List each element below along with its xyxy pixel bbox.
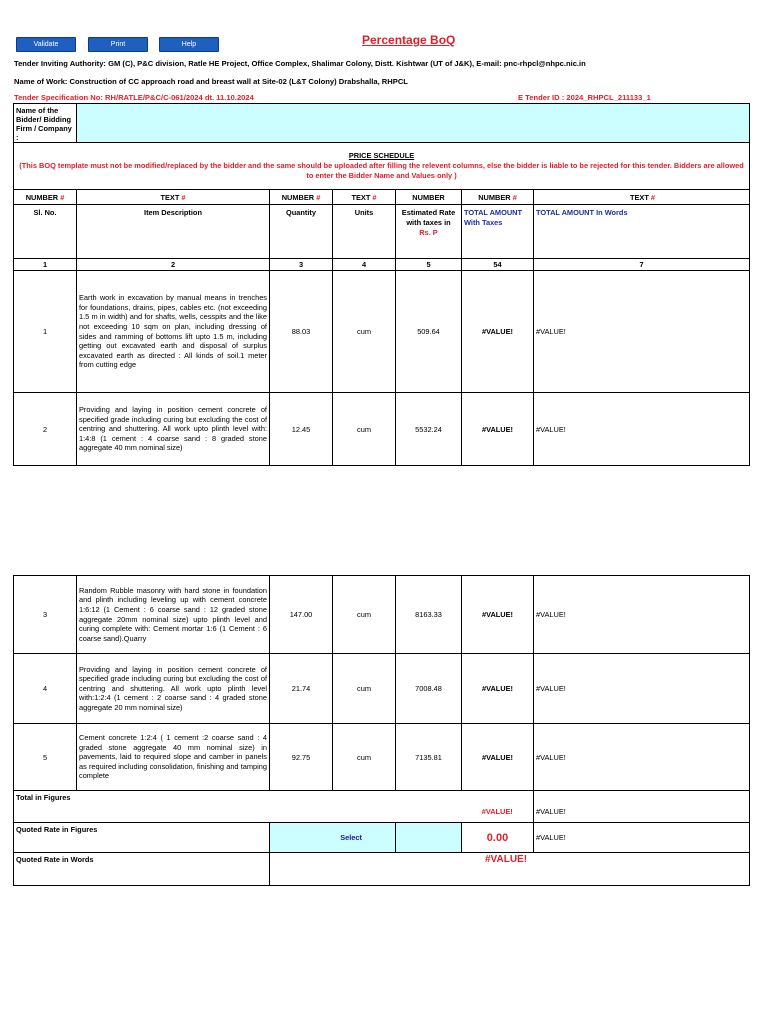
col-number: 1 [14, 259, 77, 271]
col-header-units: Units [333, 205, 396, 259]
col-header-sl: Sl. No. [14, 205, 77, 259]
col-number: 3 [270, 259, 333, 271]
print-button[interactable]: Print [88, 37, 148, 52]
item-qty: 88.03 [270, 271, 333, 393]
item-sl: 2 [14, 393, 77, 466]
bidder-name-label: Name of the Bidder/ Bidding Firm / Company : [14, 104, 77, 143]
item-total: #VALUE! [462, 271, 534, 393]
price-schedule-cell [14, 143, 750, 190]
type-text: TEXT # [77, 190, 270, 205]
type-number: NUMBER # [14, 190, 77, 205]
boq-table-bottom [13, 575, 750, 886]
item-rate[interactable]: 509.64 [396, 271, 462, 393]
col-number: 4 [333, 259, 396, 271]
type-number: NUMBER # [270, 190, 333, 205]
item-sl: 4 [14, 654, 77, 724]
col-header-desc: Item Description [77, 205, 270, 259]
bidder-name-input[interactable] [77, 104, 750, 143]
table-row [14, 654, 750, 724]
item-rate[interactable]: 7135.81 [396, 724, 462, 791]
price-schedule-title: PRICE SCHEDULE [348, 151, 415, 160]
col-header-qty: Quantity [270, 205, 333, 259]
item-units: cum [333, 654, 396, 724]
item-rate[interactable]: 5532.24 [396, 393, 462, 466]
total-figures-value: #VALUE! [462, 791, 534, 823]
col-number: 7 [534, 259, 750, 271]
table-row [14, 724, 750, 791]
table-row [14, 393, 750, 466]
col-header-words: TOTAL AMOUNT In Words [534, 205, 750, 259]
quoted-rate-figures-label: Quoted Rate in Figures [14, 823, 270, 853]
item-total: #VALUE! [462, 576, 534, 654]
quoted-rate-figures-value: 0.00 [462, 823, 534, 853]
col-header-rate: Estimated Rate with taxes in Rs. P [396, 205, 462, 259]
item-total: #VALUE! [462, 724, 534, 791]
item-words: #VALUE! [534, 393, 750, 466]
item-qty: 92.75 [270, 724, 333, 791]
item-rate[interactable]: 7008.48 [396, 654, 462, 724]
item-words: #VALUE! [534, 654, 750, 724]
tender-authority: Tender Inviting Authority: GM (C), P&C division, Ratle HE Project, Office Complex, Shalimar Colony, Distt. Kishtwar (UT of J&K), E-mail: pnc-rhpcl@nhpc.nic.in [14, 59, 586, 68]
total-figures-label: Total in Figures [14, 791, 462, 823]
table-row [14, 576, 750, 654]
quoted-rate-input[interactable] [396, 823, 462, 853]
col-number: 2 [77, 259, 270, 271]
page-title: Percentage BoQ [362, 33, 456, 47]
item-sl: 1 [14, 271, 77, 393]
type-text: TEXT # [333, 190, 396, 205]
item-words: #VALUE! [534, 576, 750, 654]
etender-id: E Tender ID : 2024_RHPCL_211133_1 [518, 93, 651, 102]
item-qty: 21.74 [270, 654, 333, 724]
item-words: #VALUE! [534, 724, 750, 791]
validate-button[interactable]: Validate [16, 37, 76, 52]
item-desc: Providing and laying in position cement concrete of specified grade including curing but excluding the cost of centring and shuttering. All work upto plinth level with: 1:4:8 (1 cement : 4 coarse sand : 8 graded stone aggregate 40 mm nominal size) [77, 393, 270, 466]
item-desc: Earth work in excavation by manual means in trenches for foundations, drains, pipes, cables etc. (not exceeding 1.5 m in width) and for shafts, wells, cesspits and the like not exceeding 10 sqm on plan, including dressing of sides and ramming of bottoms lift upto 1.5 m, including getting out excavated earth and disposal of surplus excavated earth as directed : All kinds of soil.1 meter from cutting edge [77, 271, 270, 393]
table-row [14, 271, 750, 393]
item-sl: 5 [14, 724, 77, 791]
item-units: cum [333, 724, 396, 791]
select-dropdown[interactable]: Select [270, 823, 396, 853]
item-desc: Providing and laying in position cement concrete of specified grade including curing but excluding the cost of centring and shuttering. All work upto plinth level with:1:2:4 (1 cement : 2 coarse sand : 4 graded stone aggregate 20 mm nominal size) [77, 654, 270, 724]
quoted-rate-words-label: Quoted Rate in Words [14, 853, 270, 886]
item-sl: 3 [14, 576, 77, 654]
type-text: TEXT # [534, 190, 750, 205]
boq-warning: (This BOQ template must not be modified/replaced by the bidder and the same should be uploaded after filling the relevent columns, else the bidder is liable to be rejected for this tender. Bidders are allowed to enter the Bidder Name and Values only ) [19, 161, 744, 180]
quoted-rate-figures-words: #VALUE! [534, 823, 750, 853]
item-desc: Cement concrete 1:2:4 ( 1 cement :2 coarse sand : 4 graded stone aggregate 40 mm nominal size) in pavements, laid to required slope and camber in panels as required including consolidation, finishing and tamping complete [77, 724, 270, 791]
col-header-total: TOTAL AMOUNT With Taxes [462, 205, 534, 259]
tender-spec: Tender Specification No: RH/RATLE/P&C/C-061/2024 dt. 11.10.2024 [14, 93, 254, 102]
item-total: #VALUE! [462, 393, 534, 466]
item-units: cum [333, 576, 396, 654]
work-name: Name of Work: Construction of CC approach road and breast wall at Site-02 (L&T Colony) Drabshalla, RHPCL [14, 77, 408, 86]
item-total: #VALUE! [462, 654, 534, 724]
item-words: #VALUE! [534, 271, 750, 393]
col-number: 5 [396, 259, 462, 271]
boq-table-top [13, 103, 750, 466]
item-rate[interactable]: 8163.33 [396, 576, 462, 654]
col-number: 54 [462, 259, 534, 271]
item-qty: 12.45 [270, 393, 333, 466]
item-qty: 147.00 [270, 576, 333, 654]
total-figures-words: #VALUE! [534, 791, 750, 823]
item-units: cum [333, 271, 396, 393]
help-button[interactable]: Help [159, 37, 219, 52]
type-number: NUMBER # [462, 190, 534, 205]
item-units: cum [333, 393, 396, 466]
type-number: NUMBER [396, 190, 462, 205]
quoted-rate-words-value: #VALUE! [270, 853, 750, 886]
item-desc: Random Rubble masonry with hard stone in foundation and plinth including leveling up with cement concrete 1:6:12 (1 Cement : 6 coarse sand : 12 graded stone aggregate 20mm nominal size) upto plinth level and curing complete with: Cement mortar 1:6 (1 Cement : 6 coarse sand).Quarry [77, 576, 270, 654]
